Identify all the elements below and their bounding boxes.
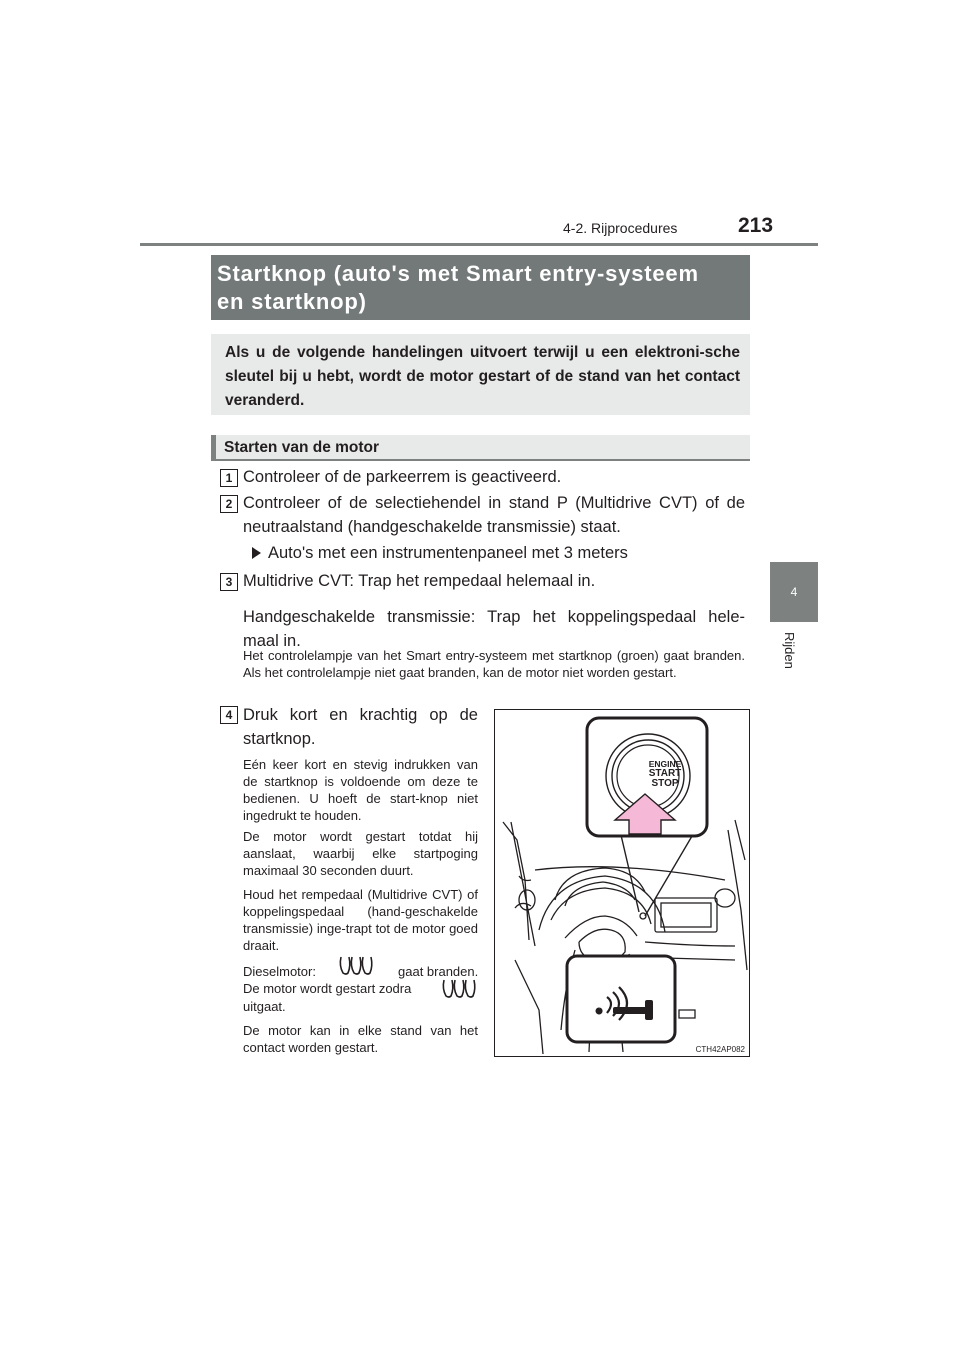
intro-box (211, 334, 750, 415)
step-4-note-3: Houd het rempedaal (Multidrive CVT) of koppelingspedaal (hand-geschakelde transmissie) inge-trapt tot de motor goed draait. (243, 887, 478, 953)
diesel-label: Dieselmotor: (243, 964, 316, 979)
step-2-line-1: Controleer of de selectiehendel in stand P (Multidrive CVT) of de (243, 494, 745, 512)
step-4-note-2: De motor wordt gestart totdat hij aanslaat, waarbij elke startpoging maximaal 30 seconden duurt. (243, 829, 478, 878)
dashboard-drawing (495, 710, 749, 1056)
diesel-lights-text: gaat branden. (398, 964, 479, 979)
diesel-start-text: De motor wordt gestart zodra (243, 981, 412, 996)
step-4-note-5: De motor kan in elke stand van het contact worden gestart. (243, 1023, 478, 1055)
title-line-2: en startknop) (217, 289, 367, 314)
page-title (211, 255, 750, 320)
step-number-2: 2 (220, 495, 238, 513)
section-label: 4-2. Rijprocedures (563, 220, 678, 236)
step-3-text: Multidrive CVT: Trap het rempedaal helemaal in. (243, 572, 596, 590)
chapter-tab (770, 562, 818, 622)
step-3-note: Het controlelampje van het Smart entry-systeem met startknop (groen) gaat branden. Als het controlelampje niet gaat branden, kan de motor niet worden gestart. (243, 648, 745, 680)
step-number-3: 3 (220, 573, 238, 591)
glow-plug-indicator-icon (441, 978, 479, 1000)
illustration-code: CTH42AP082 (695, 1045, 745, 1054)
engine-start-stop-label (633, 759, 697, 789)
subheading-text: Starten van de motor (224, 439, 380, 456)
step-3-manual-line-2: maal in. (243, 632, 301, 650)
illustration (494, 709, 750, 1057)
chapter-number: 4 (790, 585, 798, 599)
subheading-bar (211, 435, 216, 459)
title-line-1: Startknop (auto's met Smart entry-systeem (217, 261, 699, 286)
button-label-engine: ENGINE (648, 759, 682, 769)
step-2-line-2: neutraalstand (handgeschakelde transmissie) staat. (243, 518, 621, 536)
glow-plug-indicator-icon (338, 955, 376, 977)
header-rule (140, 243, 818, 246)
button-label-start: START (648, 768, 682, 779)
triangle-bullet-icon (252, 547, 261, 559)
step-number-4: 4 (220, 706, 238, 724)
step-3-manual-line-1: Handgeschakelde transmissie: Trap het koppelingspedaal hele- (243, 608, 745, 626)
chapter-label: Rijden (782, 632, 797, 669)
bullet-text: Auto's met een instrumentenpaneel met 3 meters (268, 544, 628, 562)
step-4-line-2: startknop. (243, 730, 316, 748)
diesel-off-text: uitgaat. (243, 999, 286, 1014)
step-4-line-1: Druk kort en krachtig op de (243, 706, 478, 724)
button-label-stop: STOP (651, 778, 679, 789)
subheading (211, 435, 750, 461)
step-1-text: Controleer of de parkeerrem is geactiveerd. (243, 468, 562, 486)
step-number-1: 1 (220, 469, 238, 487)
intro-text: Als u de volgende handelingen uitvoert terwijl u een elektroni-sche sleutel bij u hebt, wordt de motor gestart of de stand van het contact veranderd. (225, 344, 740, 409)
page-number: 213 (738, 214, 774, 237)
step-4-note-1: Eén keer kort en stevig indrukken van de startknop is voldoende om deze te bedienen. U hoeft de start-knop niet ingedrukt te houden. (243, 757, 478, 823)
